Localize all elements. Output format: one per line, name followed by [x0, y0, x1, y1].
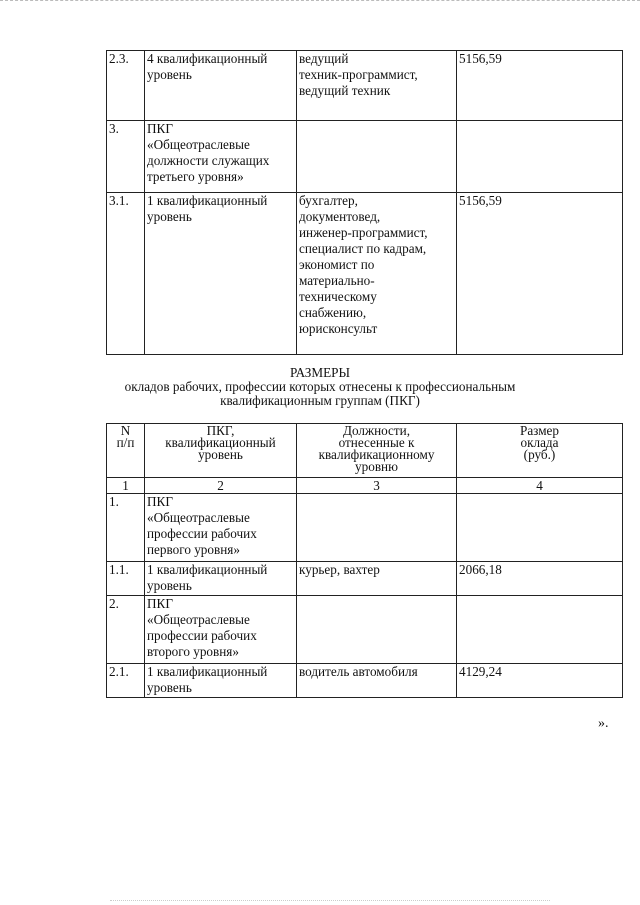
column-number-row: [107, 478, 623, 494]
qualification-level: [145, 51, 297, 121]
header-salary-line: Размер: [519, 423, 559, 438]
positions-line: юрисконсульт: [299, 321, 378, 336]
salary-table-employees-body: [107, 51, 623, 355]
header-num-line: п/п: [116, 435, 135, 450]
header-positions-line: отнесенные к: [338, 435, 415, 450]
heading-title: РАЗМЕРЫ: [289, 365, 351, 380]
header-positions-line: уровню: [355, 459, 398, 474]
header-num: [107, 424, 145, 478]
salary-amount: 4129,24: [457, 664, 623, 698]
positions: [297, 596, 457, 664]
row-number: 2.1.: [107, 664, 145, 698]
salary-amount: [457, 596, 623, 664]
header-salary: [457, 424, 623, 478]
qualification-level-line: профессии рабочих: [147, 526, 257, 541]
col-number-2: 2: [145, 478, 297, 494]
qualification-level-line: «Общеотраслевые: [147, 612, 250, 627]
header-positions-line: Должности,: [342, 423, 411, 438]
row-number: 3.: [107, 121, 145, 193]
qualification-level-line: ПКГ: [147, 596, 173, 611]
qualification-level-line: уровень: [147, 578, 192, 593]
qualification-level-line: 1 квалификационный: [147, 562, 268, 577]
header-salary-line: оклада: [520, 435, 559, 450]
positions-line: ведущий техник: [299, 83, 391, 98]
table-row: [107, 494, 623, 562]
qualification-level-line: «Общеотраслевые: [147, 137, 250, 152]
qualification-level-line: уровень: [147, 209, 192, 224]
row-number: 2.3.: [107, 51, 145, 121]
col-number-1: 1: [107, 478, 145, 494]
positions-line: техническому: [299, 289, 377, 304]
qualification-level-line: 4 квалификационный: [147, 51, 268, 66]
qualification-level-line: «Общеотраслевые: [147, 510, 250, 525]
header-num-line: N: [120, 423, 131, 438]
heading-line-1: окладов рабочих, профессии которых отнесены к профессиональным: [124, 379, 516, 394]
qualification-level-line: 1 квалификационный: [147, 664, 268, 679]
positions-line: инженер-программист,: [299, 225, 428, 240]
table-row: [107, 562, 623, 596]
qualification-level: [145, 664, 297, 698]
qualification-level-line: третьего уровня»: [147, 169, 244, 184]
qualification-level-line: уровень: [147, 67, 192, 82]
qualification-level-line: второго уровня»: [147, 644, 239, 659]
positions: [297, 664, 457, 698]
positions-line: экономист по: [299, 257, 375, 272]
qualification-level-line: 1 квалификационный: [147, 193, 268, 208]
qualification-level: [145, 121, 297, 193]
qualification-level-line: профессии рабочих: [147, 628, 257, 643]
positions-line: документовед,: [299, 209, 381, 224]
salary-amount: 5156,59: [457, 193, 623, 355]
closing-quote-mark: ».: [598, 716, 609, 731]
positions-line: техник-программист,: [299, 67, 418, 82]
table-header-row: [107, 424, 623, 478]
table-row: [107, 51, 623, 121]
positions: [297, 494, 457, 562]
salary-amount: 2066,18: [457, 562, 623, 596]
positions: [297, 121, 457, 193]
salary-amount: 5156,59: [457, 51, 623, 121]
positions-line: бухгалтер,: [299, 193, 358, 208]
section-heading: [0, 366, 640, 408]
col-number-3: 3: [297, 478, 457, 494]
header-level: [145, 424, 297, 478]
scan-edge-top: [0, 0, 640, 2]
salary-table-workers: [106, 423, 623, 698]
positions-line: водитель автомобиля: [299, 664, 418, 679]
header-positions-line: квалификационному: [318, 447, 435, 462]
header-salary-line: (руб.): [523, 447, 556, 462]
qualification-level-line: должности служащих: [147, 153, 270, 168]
header-positions: [297, 424, 457, 478]
table-row: [107, 664, 623, 698]
positions-line: материально-: [299, 273, 375, 288]
table-row: [107, 121, 623, 193]
qualification-level: [145, 494, 297, 562]
salary-table-employees: [106, 50, 623, 355]
qualification-level-line: ПКГ: [147, 494, 173, 509]
qualification-level-line: уровень: [147, 680, 192, 695]
header-level-line: ПКГ,: [206, 423, 235, 438]
scan-edge-bottom: [110, 900, 550, 902]
positions-line: ведущий: [299, 51, 349, 66]
salary-amount: [457, 494, 623, 562]
row-number: 3.1.: [107, 193, 145, 355]
positions-line: снабжению,: [299, 305, 367, 320]
qualification-level-line: ПКГ: [147, 121, 173, 136]
qualification-level: [145, 596, 297, 664]
row-number: 2.: [107, 596, 145, 664]
positions: [297, 562, 457, 596]
positions-line: курьер, вахтер: [299, 562, 380, 577]
heading-line-2: квалификационным группам (ПКГ): [220, 393, 420, 408]
qualification-level-line: первого уровня»: [147, 542, 240, 557]
salary-amount: [457, 121, 623, 193]
row-number: 1.: [107, 494, 145, 562]
col-number-4: 4: [457, 478, 623, 494]
qualification-level: [145, 562, 297, 596]
header-level-line: уровень: [198, 447, 243, 462]
table-row: [107, 193, 623, 355]
qualification-level: [145, 193, 297, 355]
row-number: 1.1.: [107, 562, 145, 596]
salary-table-workers-body: [107, 494, 623, 698]
table-row: [107, 596, 623, 664]
positions: [297, 51, 457, 121]
positions: [297, 193, 457, 355]
header-level-line: квалификационный: [165, 435, 276, 450]
positions-line: специалист по кадрам,: [299, 241, 427, 256]
